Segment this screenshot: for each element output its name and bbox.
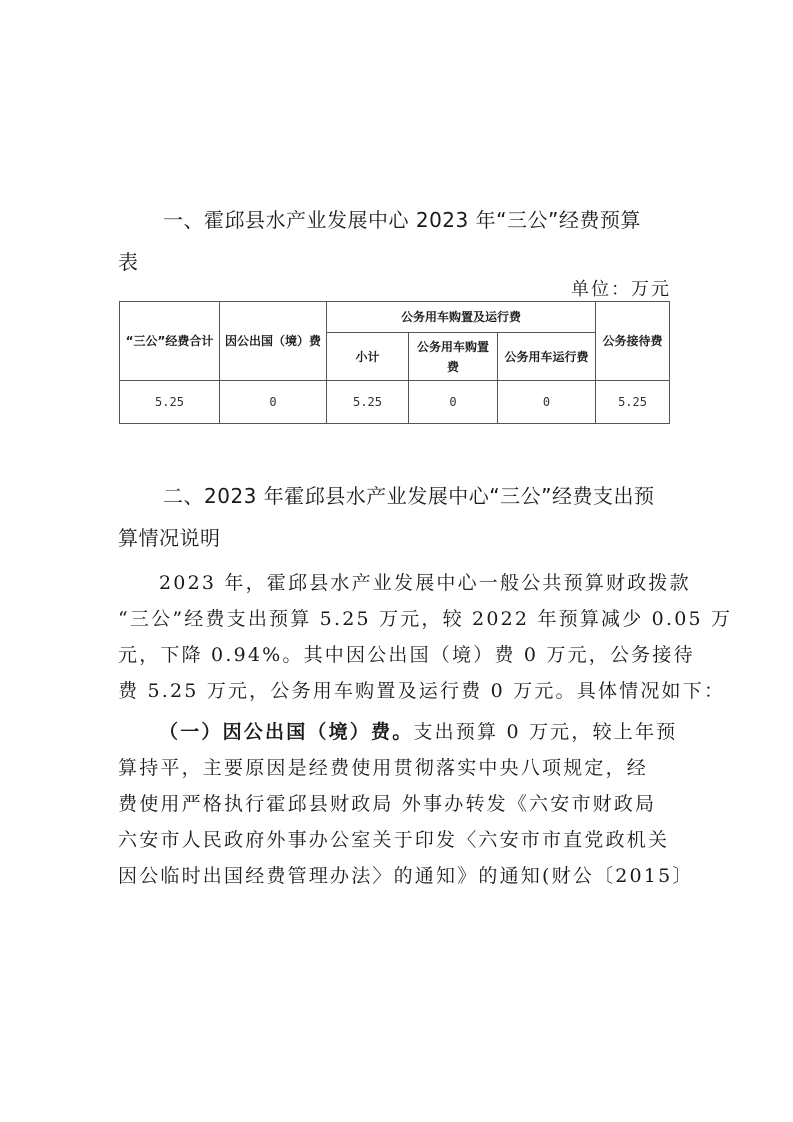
paragraph-line: 支出预算 0 万元，较上年预 — [413, 721, 678, 743]
paragraph-line: 算持平，主要原因是经费使用贯彻落实中央八项规定，经 — [118, 757, 649, 779]
unit-label: 单位：万元 — [571, 279, 671, 300]
paragraph-line: “三公”经费支出预算 5.25 万元，较 2022 年预算减少 0.05 万 — [118, 608, 733, 630]
value-vehicle-purchase: 0 — [409, 381, 498, 424]
paragraph-line: 费使用严格执行霍邱县财政局 外事办转发《六安市财政局 — [118, 793, 657, 815]
subheading-abroad: （一）因公出国（境）费。 — [159, 721, 414, 743]
value-abroad: 0 — [220, 381, 327, 424]
value-total: 5.25 — [120, 381, 220, 424]
header-abroad: 因公出国（境）费 — [220, 302, 327, 381]
header-total: “三公”经费合计 — [120, 302, 220, 381]
paragraph-line: 因公临时出国经费管理办法〉的通知》的通知(财公〔2015〕 — [118, 865, 694, 887]
paragraph-line: 费 5.25 万元，公务用车购置及运行费 0 万元。具体情况如下： — [118, 680, 726, 702]
section1-title-line1: 一、霍邱县水产业发展中心 2023 年“三公”经费预算 — [163, 208, 641, 232]
budget-table — [119, 301, 670, 424]
header-subtotal: 小计 — [327, 333, 409, 381]
value-reception: 5.25 — [596, 381, 670, 424]
value-subtotal: 5.25 — [327, 381, 409, 424]
header-vehicle-group: 公务用车购置及运行费 — [327, 302, 596, 333]
section2-title-line1: 二、2023 年霍邱县水产业发展中心“三公”经费支出预 — [163, 484, 655, 508]
value-vehicle-operation: 0 — [498, 381, 596, 424]
paragraph-line: 元，下降 0.94%。其中因公出国（境）费 0 万元，公务接待 — [118, 644, 695, 666]
section2-title-line2: 算情况说明 — [118, 526, 221, 550]
paragraph-summary — [118, 565, 733, 709]
table-row — [120, 381, 670, 424]
section1-title-line2: 表 — [118, 250, 139, 274]
header-reception: 公务接待费 — [596, 302, 670, 381]
paragraph-line: 六安市人民政府外事办公室关于印发〈六安市市直党政机关 — [118, 829, 670, 851]
header-vehicle-purchase: 公务用车购置费 — [409, 333, 498, 381]
paragraph-abroad — [118, 714, 694, 894]
paragraph-line: 2023 年，霍邱县水产业发展中心一般公共预算财政拨款 — [159, 572, 691, 594]
header-vehicle-operation: 公务用车运行费 — [498, 333, 596, 381]
